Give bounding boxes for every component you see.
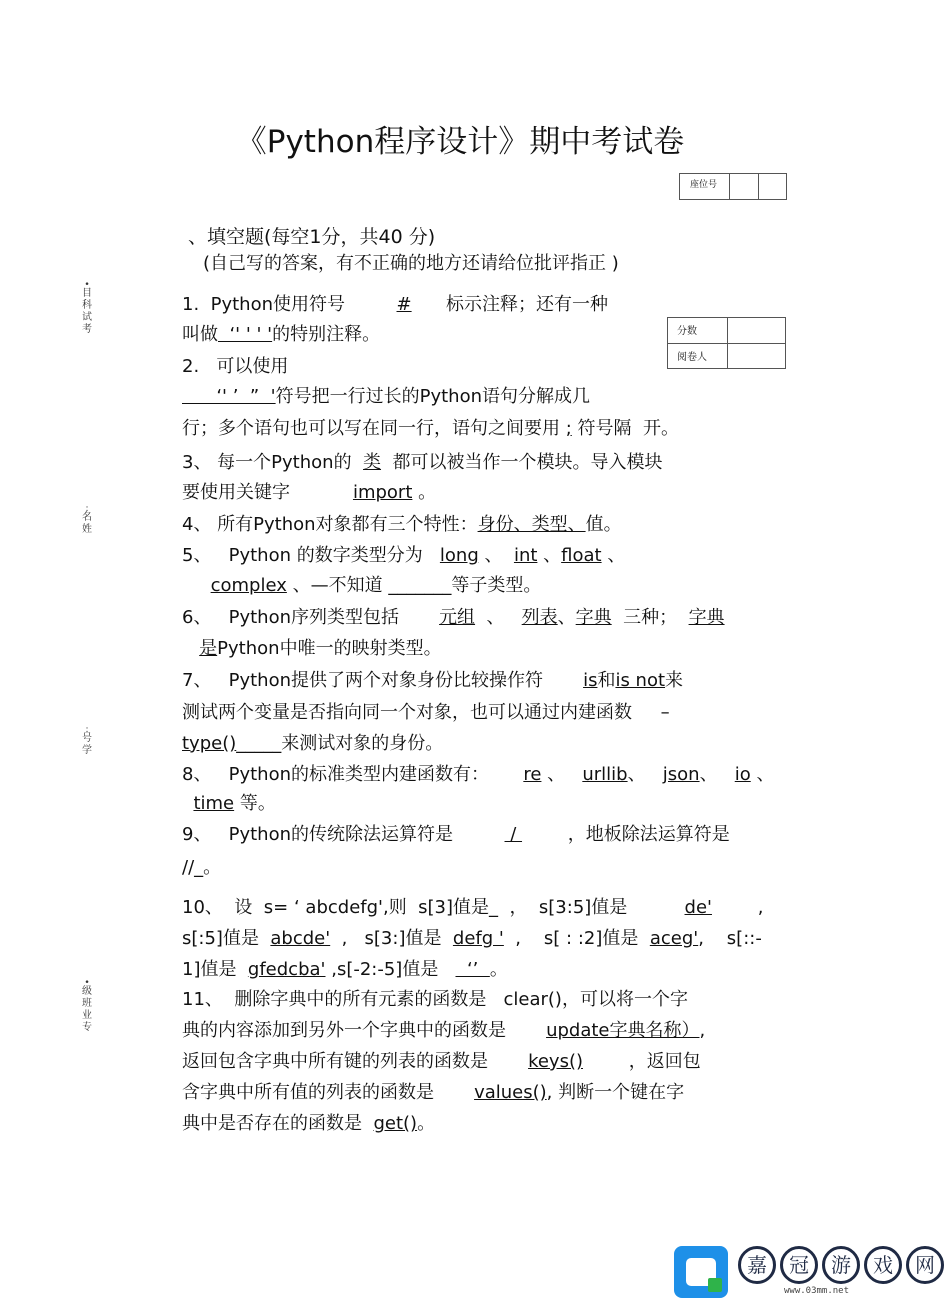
question-line (182, 789, 276, 815)
question-line (182, 382, 590, 408)
question-line (182, 955, 508, 981)
question-text: _____来测试对象的身份。 (236, 733, 444, 754)
answer-text: is not (615, 670, 666, 691)
logo-char: 游 (822, 1246, 860, 1284)
answer-text: 元组 (439, 607, 476, 628)
question-text: 10、 设 s= ‘ abcdefg',则 s[3]值是_ ， s[3:5]值是 (182, 897, 685, 918)
question-text: 三种； (611, 607, 689, 628)
question-text: 值。 (585, 514, 622, 535)
question-text: ，返回包 (583, 1051, 701, 1072)
answer-text: re (523, 764, 542, 785)
question-line (182, 1016, 705, 1042)
question-text: , s[::- (698, 928, 762, 949)
score-row (668, 318, 785, 343)
answer-text: time (193, 793, 235, 814)
question-text: 。 (417, 1113, 436, 1134)
question-text: 。 (412, 482, 437, 503)
grader-label: 阅卷人 (668, 344, 728, 368)
answer-text: gfedcba' (247, 959, 326, 980)
question-text: 的特别注释。 (272, 324, 381, 345)
answer-text: 类 (363, 452, 382, 473)
question-line (182, 1078, 684, 1104)
question-line (182, 666, 683, 692)
question-line (182, 924, 762, 950)
question-text: 标示注释；还有一种 (411, 294, 608, 315)
answer-text: complex (210, 575, 287, 596)
question-text: 6、 Python序列类型包括 (182, 607, 440, 628)
question-text: 、 (478, 545, 514, 566)
question-line (182, 820, 730, 846)
answer-text: defg ' (452, 928, 504, 949)
binding-margin-subject: • 目 科 试 考 (82, 280, 92, 335)
question-line (182, 893, 763, 919)
question-text (182, 793, 193, 814)
seat-number-label: 座位号 (680, 174, 730, 199)
question-text: 、 (557, 607, 576, 628)
question-text: 、 (537, 545, 562, 566)
question-text: 测试两个变量是否指向同一个对象，也可以通过内建函数 – (182, 702, 670, 723)
question-text: , (699, 1020, 706, 1041)
question-text: 11、 删除字典中的所有元素的函数是 clear()，可以将一个字 (182, 989, 688, 1010)
answer-text: int (513, 545, 538, 566)
question-text: 8、 Python的标准类型内建函数有： (182, 764, 524, 785)
question-text: 等。 (234, 793, 276, 814)
question-text: 行；多个语句也可以写在同一行，语句之间要用 (182, 418, 566, 439)
logo-char: 戏 (864, 1246, 902, 1284)
section-heading: 、填空题(每空1分，共40 分) (188, 226, 436, 248)
question-line (182, 1047, 701, 1073)
question-text: 2. 可以使用 (182, 356, 289, 377)
page-title: 《Python程序设计》期中考试卷 (235, 124, 685, 160)
logo-char: 嘉 (738, 1246, 776, 1284)
question-text: 要使用关键字 (182, 482, 353, 503)
seat-number-cell (759, 174, 786, 199)
answer-text: 字典 (688, 607, 725, 628)
question-text: , s[ : :2]值是 (503, 928, 650, 949)
question-text: 来 (665, 670, 684, 691)
answer-text: io (734, 764, 751, 785)
site-logo (672, 1244, 935, 1300)
binding-margin-name: : 名 姓 (82, 504, 92, 535)
binding-label-name: 名 姓 (82, 512, 92, 535)
question-line (182, 698, 670, 724)
question-text: 等子类型。 (451, 575, 542, 596)
binding-label-subject: 目 科 试 考 (82, 288, 92, 335)
answer-text: ‘' ' ' ' (218, 324, 273, 345)
answer-text: json (662, 764, 700, 785)
question-line (182, 290, 608, 316)
question-text: 典的内容添加到另外一个字典中的函数是 (182, 1020, 547, 1041)
question-text: 4、 所有Python对象都有三个特性： (182, 514, 478, 535)
question-line (182, 541, 625, 567)
answer-text: ‘' ’ ” ' (182, 386, 276, 407)
logo-icon (674, 1246, 728, 1298)
section-note: (自己写的答案，有不正确的地方还请给位批评指正 ) (203, 253, 619, 274)
question-text: 含字典中所有值的列表的函数是 (182, 1082, 475, 1103)
question-text: //_。 (182, 857, 222, 878)
question-text: 3、 每一个Python的 (182, 452, 364, 473)
question-text: 1]值是 (182, 959, 248, 980)
answer-text: long (439, 545, 479, 566)
question-line (182, 1109, 435, 1135)
question-text: 、 (541, 764, 583, 785)
question-line (182, 352, 288, 378)
question-line (182, 603, 725, 629)
question-text: 。 (489, 959, 508, 980)
answer-text: de' (684, 897, 712, 918)
question-text: ,s[-2:-5]值是 (325, 959, 456, 980)
question-text: 1. Python使用符号 (182, 294, 397, 315)
answer-text: / (504, 824, 523, 845)
logo-url: www.03mm.net (784, 1286, 850, 1296)
answer-text: keys() (528, 1051, 583, 1072)
answer-text: 是 (199, 638, 218, 659)
score-table (667, 317, 786, 369)
question-line (182, 510, 622, 536)
answer-text: 字典 (575, 607, 612, 628)
question-text: 、 (601, 545, 626, 566)
answer-text: get() (373, 1113, 418, 1134)
question-text: 、 (750, 764, 775, 785)
question-text: 符号把一行过长的Python语句分解成几 (275, 386, 591, 407)
question-text: Python中唯一的映射类型。 (217, 638, 442, 659)
question-text: 、 (699, 764, 735, 785)
answer-text: 列表 (521, 607, 558, 628)
question-text (182, 575, 211, 596)
question-text: 7、 Python提供了两个对象身份比较操作符 (182, 670, 584, 691)
seat-number-cell (730, 174, 759, 199)
binding-label-class: 级 班 业 专 (82, 986, 92, 1033)
logo-wordmark (738, 1246, 944, 1284)
question-line (182, 760, 774, 786)
question-text: s[:5]值是 (182, 928, 271, 949)
question-text: , (711, 897, 764, 918)
answer-text: 身份、类型、 (477, 514, 586, 535)
question-text: 9、 Python的传统除法运算符是 (182, 824, 505, 845)
question-text: 符号隔 开。 (571, 418, 679, 439)
question-line (182, 320, 380, 346)
question-text: 和 (597, 670, 616, 691)
answer-text: ‘’ (455, 959, 490, 980)
grader-row (668, 343, 785, 368)
question-text: 都可以被当作一个模块。导入模块 (381, 452, 663, 473)
answer-text: type() (182, 733, 237, 754)
question-text: 、 (475, 607, 522, 628)
answer-text: is (583, 670, 598, 691)
question-line (182, 985, 688, 1011)
seat-number-box (679, 173, 787, 200)
question-text: 、—不知道 (286, 575, 389, 596)
binding-label-id: 号 学 (82, 733, 92, 756)
question-line (182, 729, 443, 755)
question-line (182, 448, 662, 474)
question-text: _______ (388, 575, 452, 596)
question-line (182, 478, 436, 504)
score-label: 分数 (668, 318, 728, 343)
question-text: , s[3:]值是 (330, 928, 453, 949)
question-line (182, 571, 541, 597)
answer-text: update字典名称） (546, 1020, 700, 1041)
question-text (182, 638, 199, 659)
question-text: 5、 Python 的数字类型分为 (182, 545, 440, 566)
question-line (182, 414, 679, 440)
answer-text: aceg' (649, 928, 699, 949)
question-text: 、 (627, 764, 663, 785)
answer-text: abcde' (270, 928, 331, 949)
answer-text: values() (474, 1082, 547, 1103)
question-line (182, 634, 442, 660)
answer-text: float (561, 545, 602, 566)
logo-char: 冠 (780, 1246, 818, 1284)
question-text: , 判断一个键在字 (546, 1082, 685, 1103)
question-text: 返回包含字典中所有键的列表的函数是 (182, 1051, 529, 1072)
answer-text: import (352, 482, 413, 503)
binding-margin-class: • 级 班 业 专 (82, 978, 92, 1033)
answer-text: ; (565, 418, 572, 439)
logo-char: 网 (906, 1246, 944, 1284)
answer-text: urllib (582, 764, 628, 785)
question-text: ，地板除法运算符是 (522, 824, 730, 845)
question-line (182, 853, 221, 879)
question-text: 典中是否存在的函数是 (182, 1113, 374, 1134)
answer-text: # (396, 294, 412, 315)
question-text: 叫做 (182, 324, 218, 345)
binding-margin-id: : 号 学 (82, 725, 92, 756)
